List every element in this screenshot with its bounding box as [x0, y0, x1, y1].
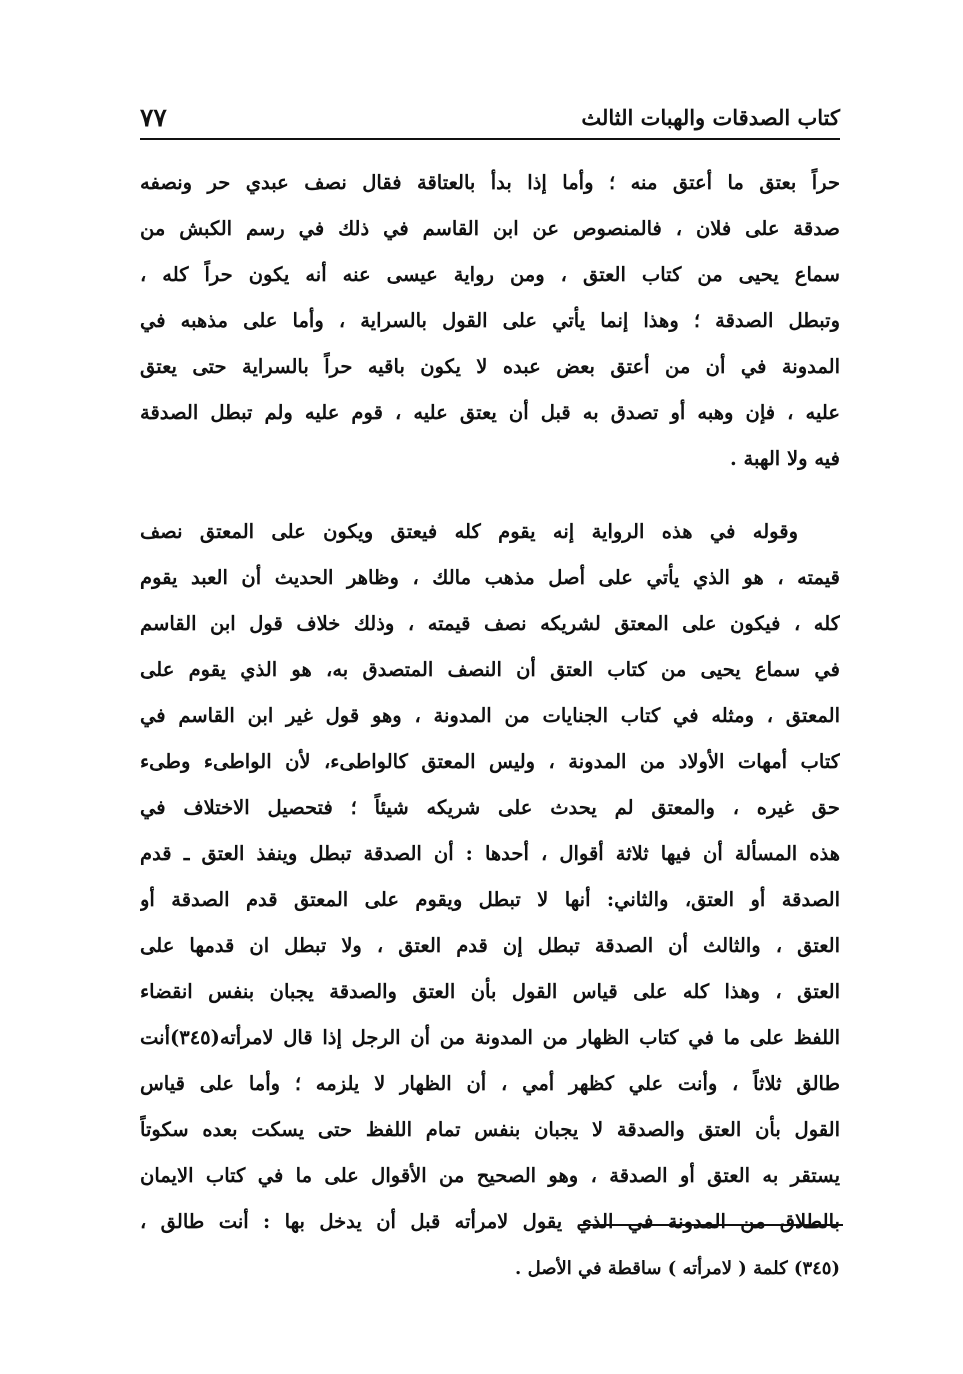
- text-line: سماع يحيى من كتاب العتق ، ومن رواية عيسى عنه أنه يكون حراً كله ،: [140, 263, 840, 286]
- running-title: كتاب الصدقات والهبات الثالث: [581, 105, 840, 130]
- text-line: قيمته ، هو الذي يأتي على أصل مذهب مالك ، وظاهر الحديث أن العبد يقوم: [140, 566, 840, 589]
- body-text: [140, 160, 840, 1245]
- text-line: فيه ولا الهبة .: [729, 447, 840, 470]
- paragraph-2: [140, 509, 840, 1245]
- text-line: العتق ، والثالث أن الصدقة تبطل إن قدم العتق ، ولا تبطل ان قدمها على: [140, 934, 840, 957]
- text-line: صدقة على فلان ، فالمنصوص عن ابن القاسم في ذلك في رسم الكبش من: [140, 217, 840, 240]
- footnote-divider: [580, 1224, 843, 1226]
- paragraph-gap: [140, 482, 840, 509]
- page-number: ٧٧: [140, 103, 167, 132]
- text-line: المعتق ، ومثله في كتاب الجنايات من المدونة ، وهو قول غير ابن القاسم في: [140, 704, 840, 727]
- text-line: بالطلاق من المدونة في الذي يقول لامرأته قبل أن يدخل بها : أنت طالق ،: [140, 1210, 840, 1233]
- text-line: وقوله في هذه الرواية إنه يقوم كله فيعتق ويكون على المعتق نصف: [140, 520, 798, 543]
- text-line: طالق ثلاثاً ، وأنت علي كظهر أمي ، أن الظهار لا يلزمه ؛ وأما على قياس: [140, 1072, 840, 1095]
- paragraph-1: [140, 160, 840, 482]
- text-line: وتبطل الصدقة ؛ وهذا إنما يأتي على القول بالسراية ، وأما على مذهبه في: [140, 309, 840, 332]
- page-header: [140, 92, 840, 140]
- footnote: (٣٤٥) كلمة ( لامرأته ) ساقطة في الأصل .: [515, 1258, 840, 1279]
- text-line: القول بأن العتق والصدقة لا يجبان بنفس تمام اللفظ حتى يسكت بعده سكوتاً: [140, 1118, 840, 1141]
- text-line: حق غيره ، والمعتق لم يحدث على شريكه شيئاً ؛ فتحصيل الاختلاف في: [140, 796, 840, 819]
- text-line: عليه ، فإن وهبه أو تصدق به قبل أن يعتق عليه ، قوم عليه ولم تبطل الصدقة: [140, 401, 840, 424]
- text-line: العتق ، وهذا كله على قياس القول بأن العتق والصدقة يجبان بنفس انقضاء: [140, 980, 840, 1003]
- text-line: في سماع يحيى من كتاب العتق أن النصف المتصدق به، هو الذي يقوم على: [140, 658, 840, 681]
- text-line: اللفظ على ما في كتاب الظهار من المدونة من أن الرجل إذا قال لامرأته(٣٤٥)أنت: [140, 1026, 840, 1049]
- text-line: المدونة في أن من أعتق بعض عبده لا يكون باقيه حراً بالسراية حتى يعتق: [140, 355, 840, 378]
- text-line: حراً بعتق ما أعتق منه ؛ وأما إذا بدأ بالعتاقة فقال نصف عبدي حر ونصفه: [140, 171, 840, 194]
- text-line: يستقر به العتق أو الصدقة ، وهو الصحيح من الأقوال على ما في كتاب الايمان: [140, 1164, 840, 1187]
- text-line: هذه المسألة أن فيها ثلاثة أقوال ، أحدها : أن الصدقة تبطل وينفذ العتق ـ قدم: [140, 842, 840, 865]
- text-line: كتاب أمهات الأولاد من المدونة ، وليس المعتق كالواطىء، لأن الواطىء وطىء: [140, 750, 840, 773]
- text-line: كله ، فيكون على المعتق لشريكه نصف قيمته ، وذلك خلاف قول ابن القاسم: [140, 612, 840, 635]
- text-line: الصدقة أو العتق، والثاني: أنها لا تبطل ويقوم على المعتق قدم الصدقة أو: [140, 888, 840, 911]
